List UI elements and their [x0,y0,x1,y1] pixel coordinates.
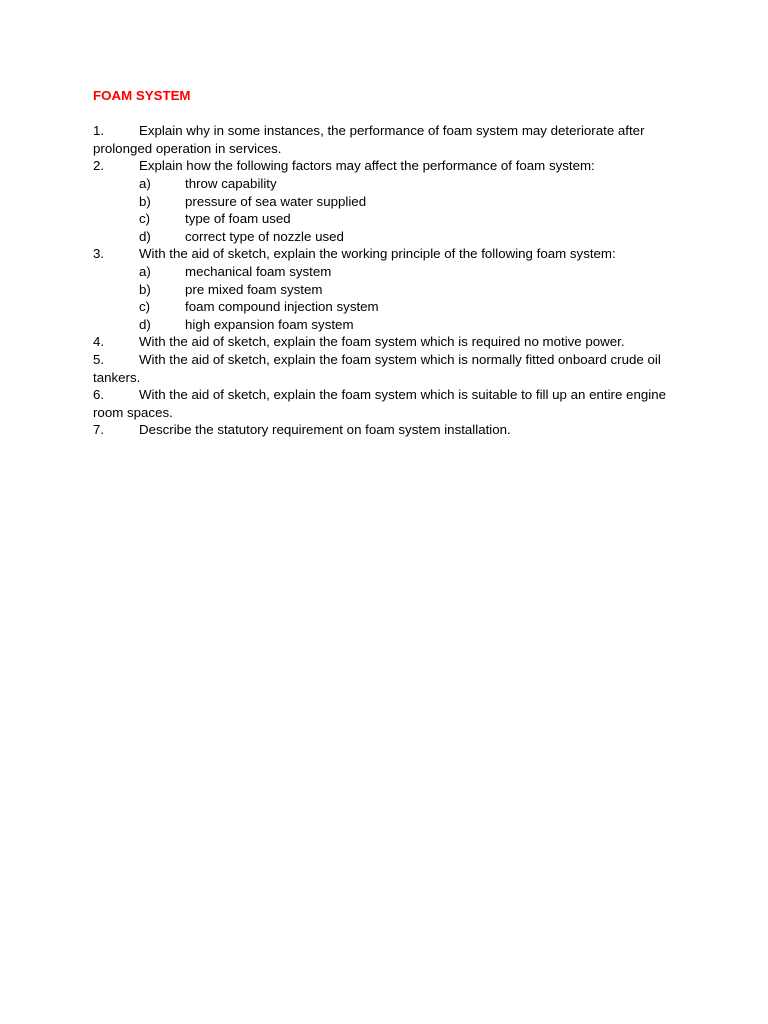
question-number: 4. [93,334,105,350]
item-letter: a) [139,175,151,191]
question-number: 5. [93,351,105,367]
item-letter: d) [139,316,151,332]
question-3-item-b [93,281,693,299]
question-text: Explain how the following factors may affect the performance of foam system: [139,158,595,174]
question-text: With the aid of sketch, explain the foam system which is normally fitted onboard crude oil tankers. [93,351,661,385]
question-number: 6. [93,387,105,403]
item-letter: d) [139,228,151,244]
item-letter: b) [139,281,151,297]
item-text: foam compound injection system [185,299,379,315]
item-text: correct type of nozzle used [185,228,344,244]
question-4 [93,333,693,351]
question-3 [93,245,693,263]
question-2 [93,157,693,175]
question-text: With the aid of sketch, explain the foam system which is required no motive power. [139,334,625,350]
question-text: Describe the statutory requirement on foam system installation. [139,422,511,438]
item-text: high expansion foam system [185,316,354,332]
question-2-item-d [93,228,693,246]
question-5 [93,351,693,386]
question-1 [93,122,693,157]
question-2-item-a [93,175,693,193]
question-3-item-c [93,298,693,316]
question-number: 2. [93,158,105,174]
question-6 [93,386,693,421]
question-3-item-d [93,316,693,334]
question-3-item-a [93,263,693,281]
item-text: throw capability [185,175,277,191]
item-text: pressure of sea water supplied [185,193,367,209]
item-letter: a) [139,263,151,279]
document-body [93,87,693,439]
item-text: mechanical foam system [185,263,332,279]
item-letter: c) [139,299,151,315]
item-text: pre mixed foam system [185,281,323,297]
item-letter: c) [139,211,151,227]
question-text: With the aid of sketch, explain the foam system which is suitable to fill up an entire engine room spaces. [93,387,666,420]
item-letter: b) [139,193,151,209]
question-number: 7. [93,422,105,438]
question-text: With the aid of sketch, explain the working principle of the following foam system: [139,246,616,262]
question-2-item-b [93,193,693,211]
document-title: FOAM SYSTEM [93,88,191,103]
question-number: 1. [93,123,105,139]
question-text: Explain why in some instances, the performance of foam system may deteriorate after prolonged operation in services. [93,123,645,156]
question-2-item-c [93,210,693,228]
item-text: type of foam used [185,211,291,227]
question-number: 3. [93,246,105,262]
question-7 [93,421,693,439]
